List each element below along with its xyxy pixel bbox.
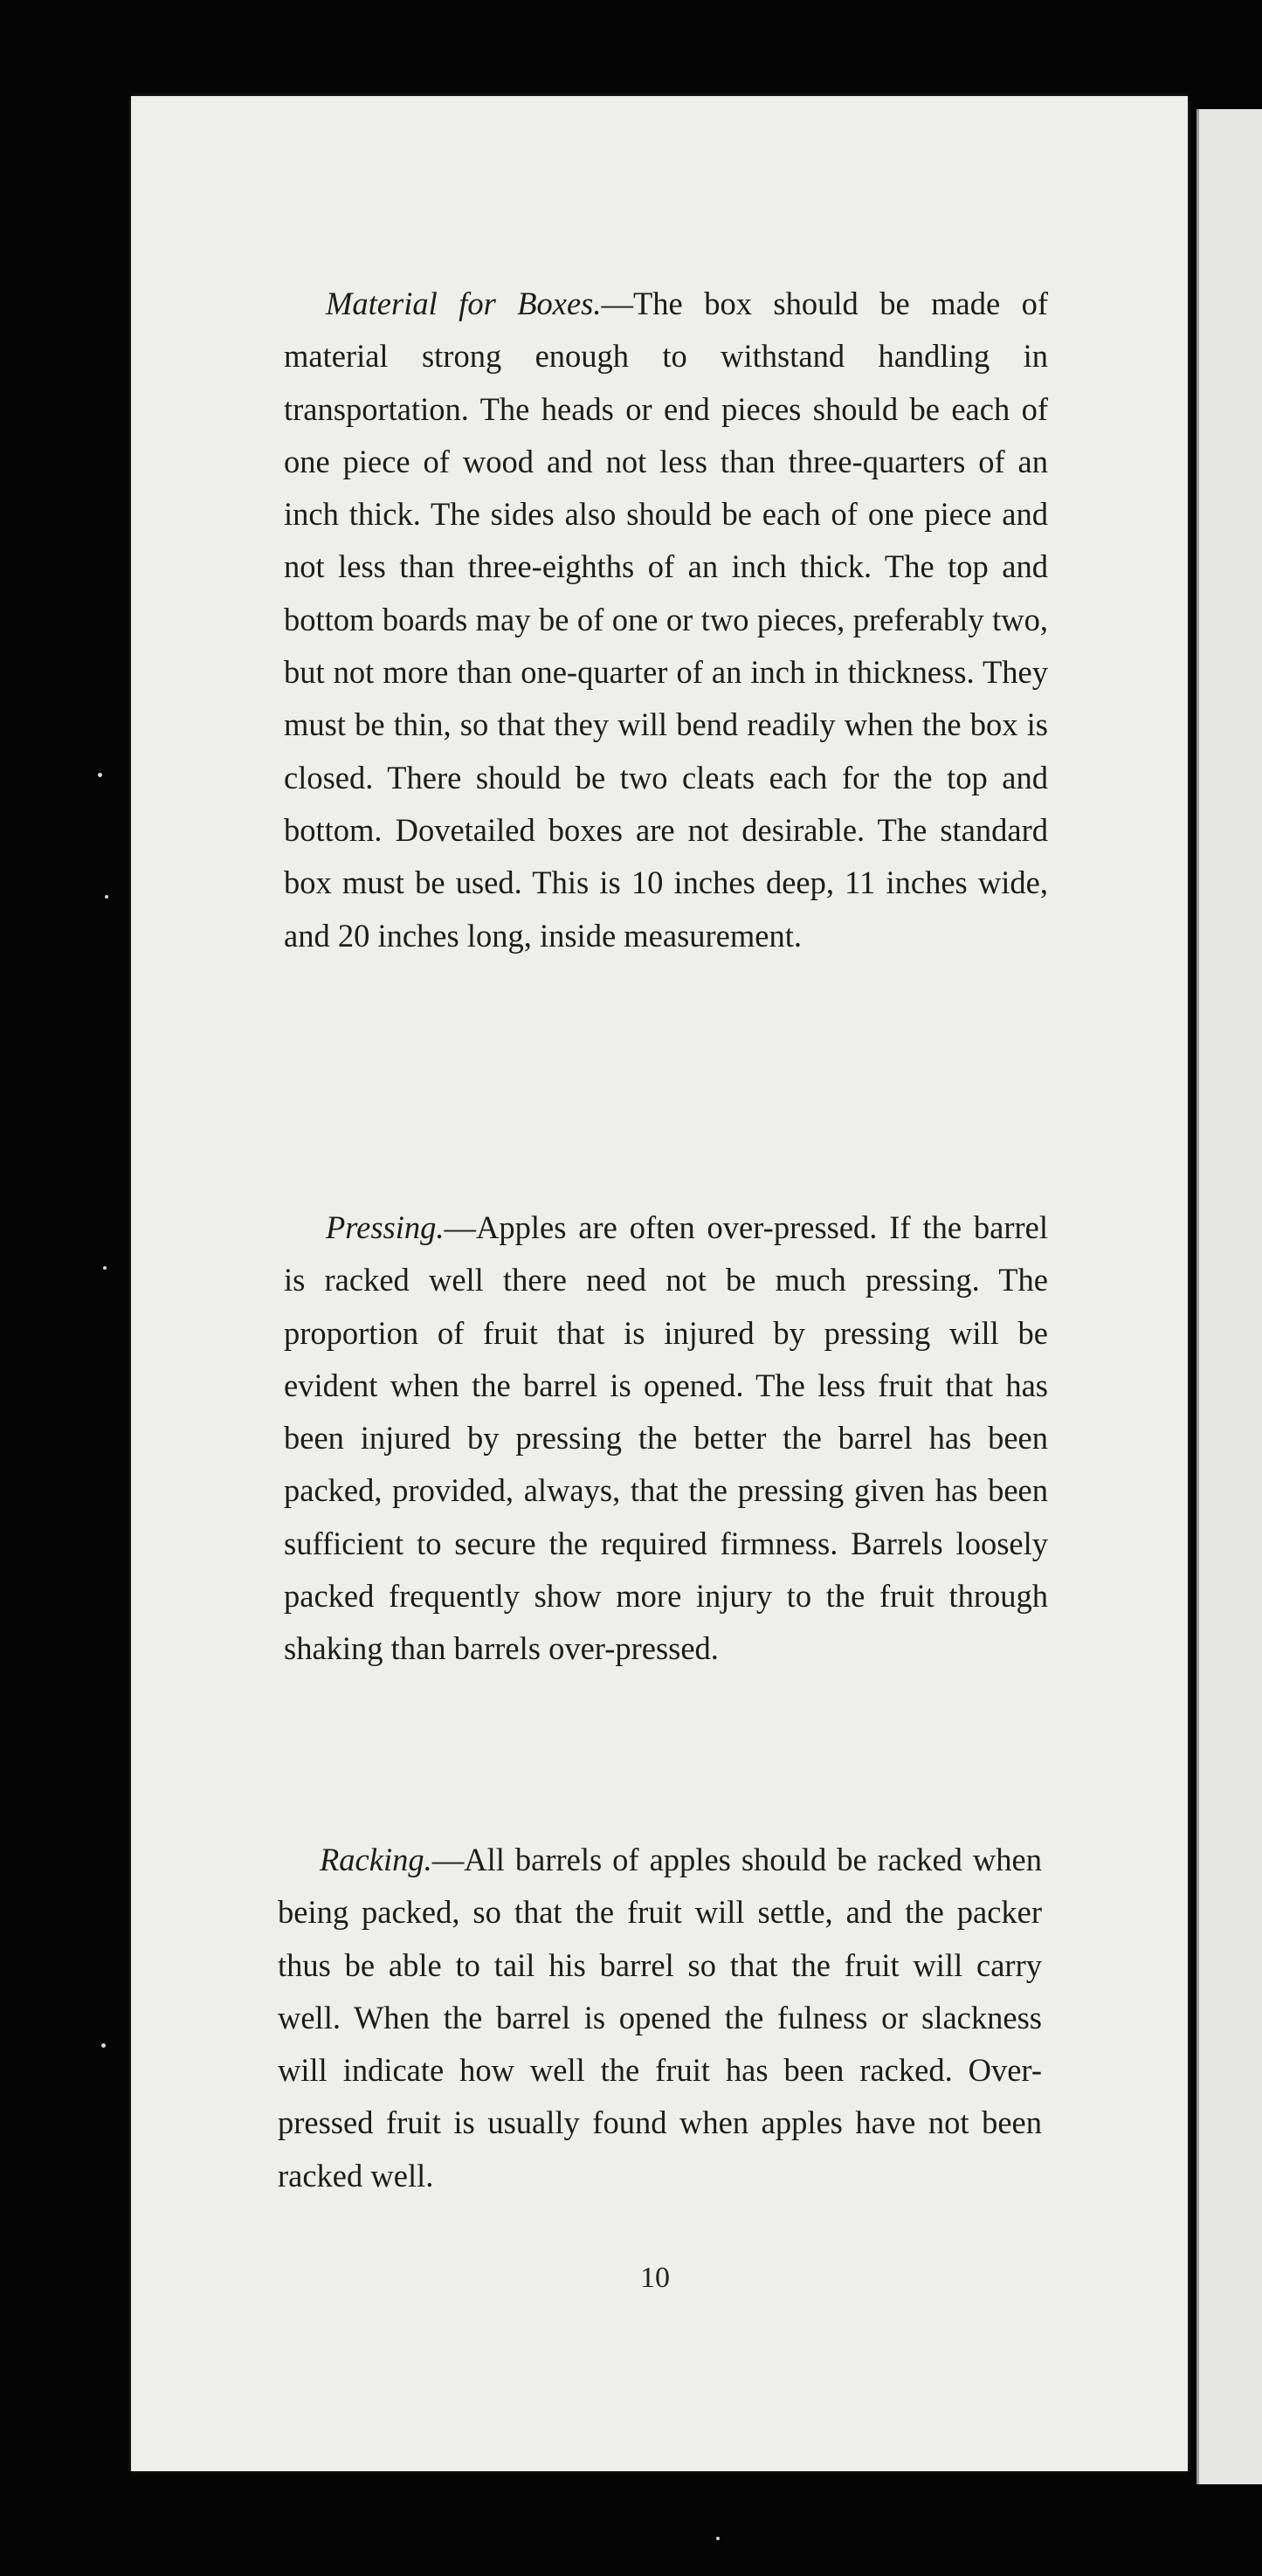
page-number: 10 — [640, 2262, 670, 2294]
section-pressing — [284, 1202, 1048, 1676]
section-body: —All barrels of apples should be racked when being packed, so that the fruit will settle, and the packer thus be able to tail his barrel so that the fruit will carry well. When the barrel is opened the fulness or slackness will indicate how well the fruit has been racked. Over-pressed fruit is usually found when apples have not been racked well. — [278, 1842, 1042, 2194]
section-heading: Material for Boxes. — [326, 286, 602, 321]
scan-speck — [98, 773, 102, 777]
adjacent-page-edge — [1196, 109, 1262, 2484]
section-body: —Apples are often over-pressed. If the barrel is racked well there need not be much pressing. The proportion of fruit that is injured by pressing will be evident when the barrel is opened. The less fruit that has been injured by pressing the better the barrel has been packed, provided, always, that the pressing given has been sufficient to secure the required firmness. Barrels loosely packed frequently show more injury to the fruit through shaking than barrels over-pressed. — [284, 1209, 1048, 1667]
section-body: —The box should be made of material strong enough to withstand handling in transportation. The heads or end pieces should be each of one piece of wood and not less than three-quarters of an inch thick. The sides also should be each of one piece and not less than three-eighths of an inch thick. The top and bottom boards may be of one or two pieces, preferably two, but not more than one-quarter of an inch in thickness. They must be thin, so that they will bend readily when the box is closed. There should be two cleats each for the top and bottom. Dovetailed boxes are not desirable. The standard box must be used. This is 10 inches deep, 11 inches wide, and 20 inches long, inside measurement. — [284, 286, 1048, 954]
scan-speck — [101, 2043, 106, 2048]
section-material-for-boxes — [284, 278, 1048, 962]
scan-speck — [716, 2537, 720, 2540]
scan-speck — [105, 895, 108, 899]
page-edge-line — [1196, 109, 1199, 2484]
section-heading: Pressing. — [326, 1209, 445, 1245]
section-heading: Racking. — [320, 1842, 432, 1877]
scan-speck — [103, 1266, 107, 1270]
section-racking — [278, 1834, 1042, 2202]
